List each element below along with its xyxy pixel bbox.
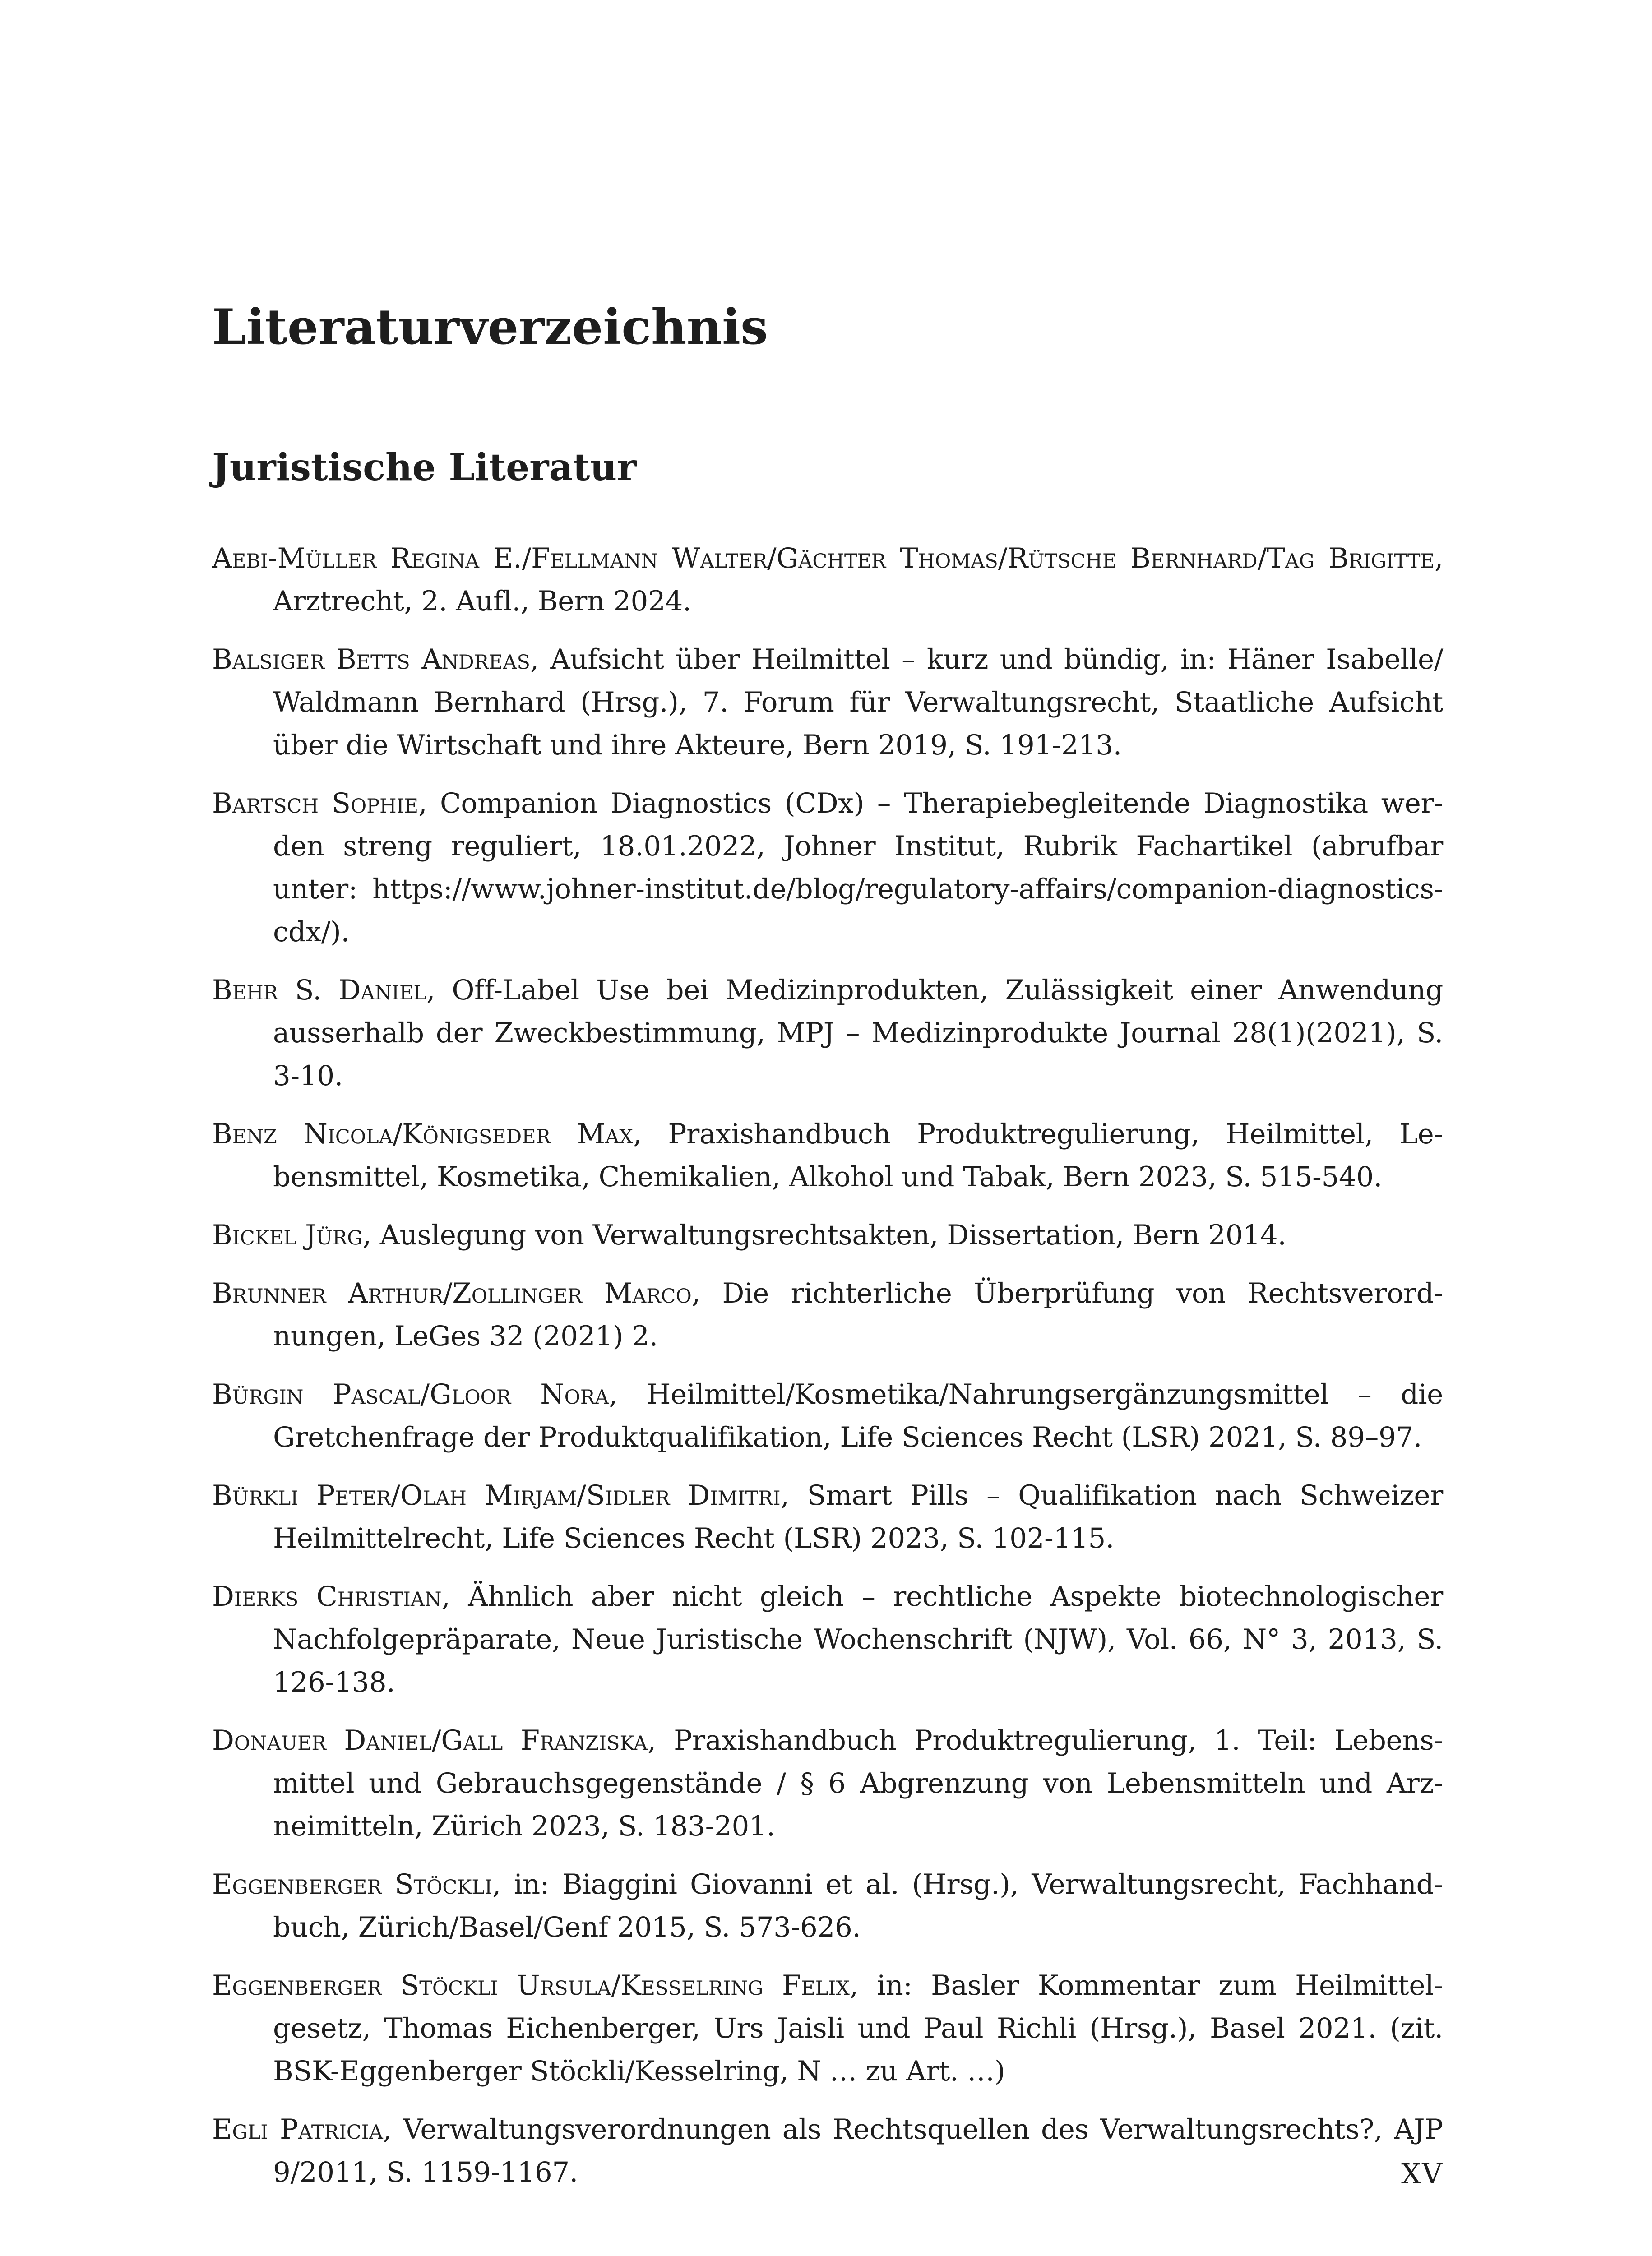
entry-author: Aebi-Müller Regina E./Fellmann Walter/Gächter Thomas/Rütsche Bernhard/Tag Brigitte: [212, 542, 1435, 574]
entry-author: Eggenberger Stöckli: [212, 1868, 492, 1900]
entry-text: , Auslegung von Verwaltungsrechtsakten, Dissertation, Bern 2014.: [362, 1219, 1286, 1251]
entry-author: Bartsch Sophie: [212, 787, 419, 819]
bibliography-entry: [212, 1863, 1443, 1949]
bibliography-entry: [212, 1575, 1443, 1704]
entry-author: Eggenberger Stöckli Ursula/Kesselring Felix: [212, 1969, 850, 2002]
entry-author: Donauer Daniel/Gall Franziska: [212, 1724, 648, 1757]
bibliography-entry: [212, 1113, 1443, 1198]
entry-text: , Praxishandbuch Produktregulierung, 1. Teil: Lebensmittel und Gebrauchsgegenstände / § 6 Abgrenzung von Lebensmitteln und Arzneimitteln, Zürich 2023, S. 183-201.: [273, 1724, 1444, 1842]
bibliography-entry: [212, 1719, 1443, 1848]
entry-text: , Companion Diagnostics (CDx) – Therapiebegleitende Diagnostika werden streng reguliert, 18.01.2022, Johner Institut, Rubrik Fachartikel (abrufbar unter: https://www.johner-institut.de/blog/regulatory-affairs/companion-diagnostics-cdx/).: [273, 787, 1443, 948]
entry-text: , Die richterliche Überprüfung von Rechtsverordnungen, LeGes 32 (2021) 2.: [273, 1277, 1443, 1352]
entry-author: Brunner Arthur/Zollinger Marco: [212, 1277, 692, 1309]
entry-text: , Smart Pills – Qualifikation nach Schweizer Heilmittelrecht, Life Sciences Recht (LSR) 2023, S. 102-115.: [273, 1479, 1444, 1554]
page-number: XV: [1401, 2157, 1443, 2190]
bibliography-entry: [212, 782, 1443, 953]
entry-text: , Praxishandbuch Produktregulierung, Heilmittel, Lebensmittel, Kosmetika, Chemikalien, Alkohol und Tabak, Bern 2023, S. 515-540.: [273, 1118, 1443, 1193]
entry-text: , Heilmittel/Kosmetika/Nahrungsergänzungsmittel – die Gretchenfrage der Produktqualifikation, Life Sciences Recht (LSR) 2021, S. 89–97.: [273, 1378, 1443, 1453]
bibliography-entry: [212, 1474, 1443, 1560]
bibliography-entry: [212, 1272, 1443, 1358]
entry-author: Benz Nicola/Königseder Max: [212, 1118, 633, 1150]
entry-author: Bickel Jürg: [212, 1219, 363, 1251]
entry-author: Behr S. Daniel: [212, 974, 426, 1006]
bibliography-entry: [212, 1964, 1443, 2093]
entry-text: , Ähnlich aber nicht gleich – rechtliche Aspekte biotechnologischer Nachfolgepräparate, Neue Juristische Wochenschrift (NJW), Vol. 66, N° 3, 2013, S. 126-138.: [273, 1581, 1443, 1698]
entry-author: Dierks Christian: [212, 1581, 442, 1613]
bibliography-list: [212, 537, 1443, 2209]
section-title: Juristische Literatur: [212, 446, 637, 489]
entry-author: Balsiger Betts Andreas: [212, 643, 530, 675]
bibliography-entry: [212, 537, 1443, 623]
bibliography-entry: [212, 1214, 1443, 1257]
entry-author: Bürkli Peter/Olah Mirjam/Sidler Dimitri: [212, 1479, 781, 1512]
entry-text: , in: Basler Kommentar zum Heilmittelgesetz, Thomas Eichenberger, Urs Jaisli und Paul Richli (Hrsg.), Basel 2021. (zit. BSK-Eggenberger Stöckli/Kesselring, N … zu Art. …): [273, 1969, 1443, 2087]
entry-author: Egli Patricia: [212, 2113, 383, 2145]
bibliography-entry: [212, 638, 1443, 767]
entry-text: , Arztrecht, 2. Aufl., Bern 2024.: [273, 542, 1443, 617]
entry-author: Bürgin Pascal/Gloor Nora: [212, 1378, 609, 1410]
entry-text: , Aufsicht über Heilmittel – kurz und bündig, in: Häner Isabelle/ Waldmann Bernhard (Hrsg.), 7. Forum für Verwaltungsrecht, Staatliche Aufsicht über die Wirtschaft und ihre Akteure, Bern 2019, S. 191-213.: [273, 643, 1443, 761]
entry-text: , Verwaltungsverordnungen als Rechtsquellen des Verwaltungsrechts?, AJP 9/2011, S. 1159-1167.: [273, 2113, 1443, 2188]
entry-text: , Off-Label Use bei Medizinprodukten, Zulässigkeit einer Anwendung ausserhalb der Zweckbestimmung, MPJ – Medizinprodukte Journal 28(1)(2021), S. 3-10.: [273, 974, 1444, 1092]
bibliography-entry: [212, 1373, 1443, 1459]
bibliography-entry: [212, 969, 1443, 1097]
page-title: Literaturverzeichnis: [212, 299, 768, 356]
entry-text: , in: Biaggini Giovanni et al. (Hrsg.), Verwaltungsrecht, Fachhandbuch, Zürich/Basel/Genf 2015, S. 573-626.: [273, 1868, 1443, 1943]
bibliography-entry: [212, 2108, 1443, 2194]
